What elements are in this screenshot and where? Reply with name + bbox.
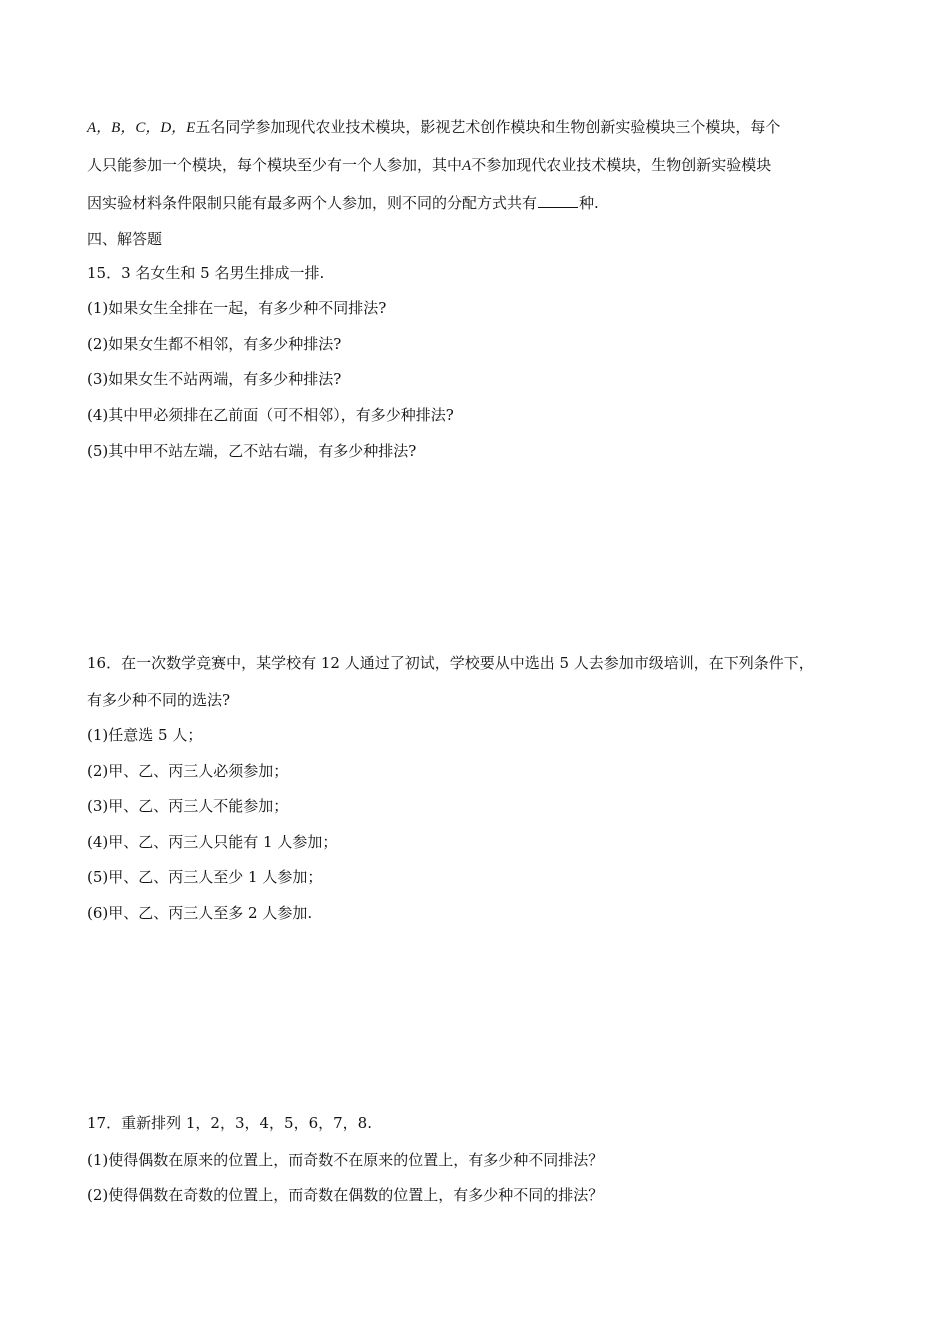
q15-part-3: (3)如果女生不站两端，有多少种排法? [87,370,342,388]
q15-stem: 15．3 名女生和 5 名男生排成一排. [87,264,325,282]
q17-part-1: (1)使得偶数在原来的位置上，而奇数不在原来的位置上，有多少种不同排法？ [87,1151,604,1169]
q16-part-6: (6)甲、乙、丙三人至多 2 人参加. [87,904,313,922]
answer-blank [538,193,578,208]
q14-letter-a: A [462,158,472,174]
q16-part-5: (5)甲、乙、丙三人至少 1 人参加； [87,868,323,886]
q14-letters: A，B，C，D，E [87,120,196,136]
q14-line3-text-b: 种. [579,194,599,212]
q14-line2-text-b: 不参加现代农业技术模块，生物创新实验模块 [471,156,772,174]
q14-line-3 [87,193,599,213]
q14-line-1 [87,117,780,138]
q16-part-1: (1)任意选 5 人； [87,726,203,744]
q14-line3-text-a: 因实验材料条件限制只能有最多两个人参加，则不同的分配方式共有 [87,194,538,212]
q16-part-2: (2)甲、乙、丙三人必须参加； [87,762,289,780]
q16-stem-line-2: 有多少种不同的选法? [87,691,231,709]
q16-part-3: (3)甲、乙、丙三人不能参加； [87,797,289,815]
q17-stem: 17．重新排列 1，2，3，4，5，6，7，8. [87,1114,372,1132]
q15-part-5: (5)其中甲不站左端，乙不站右端，有多少种排法? [87,442,417,460]
q14-line-2 [87,155,771,176]
section-title: 四、解答题 [87,230,163,248]
q14-line1-text: 五名同学参加现代农业技术模块，影视艺术创作模块和生物创新实验模块三个模块，每个 [195,118,781,136]
q17-part-2: (2)使得偶数在奇数的位置上，而奇数在偶数的位置上，有多少种不同的排法？ [87,1186,604,1204]
q16-part-4: (4)甲、乙、丙三人只能有 1 人参加； [87,833,338,851]
q16-stem-line-1: 16．在一次数学竞赛中，某学校有 12 人通过了初试，学校要从中选出 5 人去参加市级培训，在下列条件下， [87,654,814,672]
q14-line2-text-a: 人只能参加一个模块，每个模块至少有一个人参加，其中 [87,156,463,174]
q15-part-4: (4)其中甲必须排在乙前面（可不相邻），有多少种排法? [87,406,454,424]
q15-part-1: (1)如果女生全排在一起，有多少种不同排法? [87,299,387,317]
q15-part-2: (2)如果女生都不相邻，有多少种排法? [87,335,342,353]
